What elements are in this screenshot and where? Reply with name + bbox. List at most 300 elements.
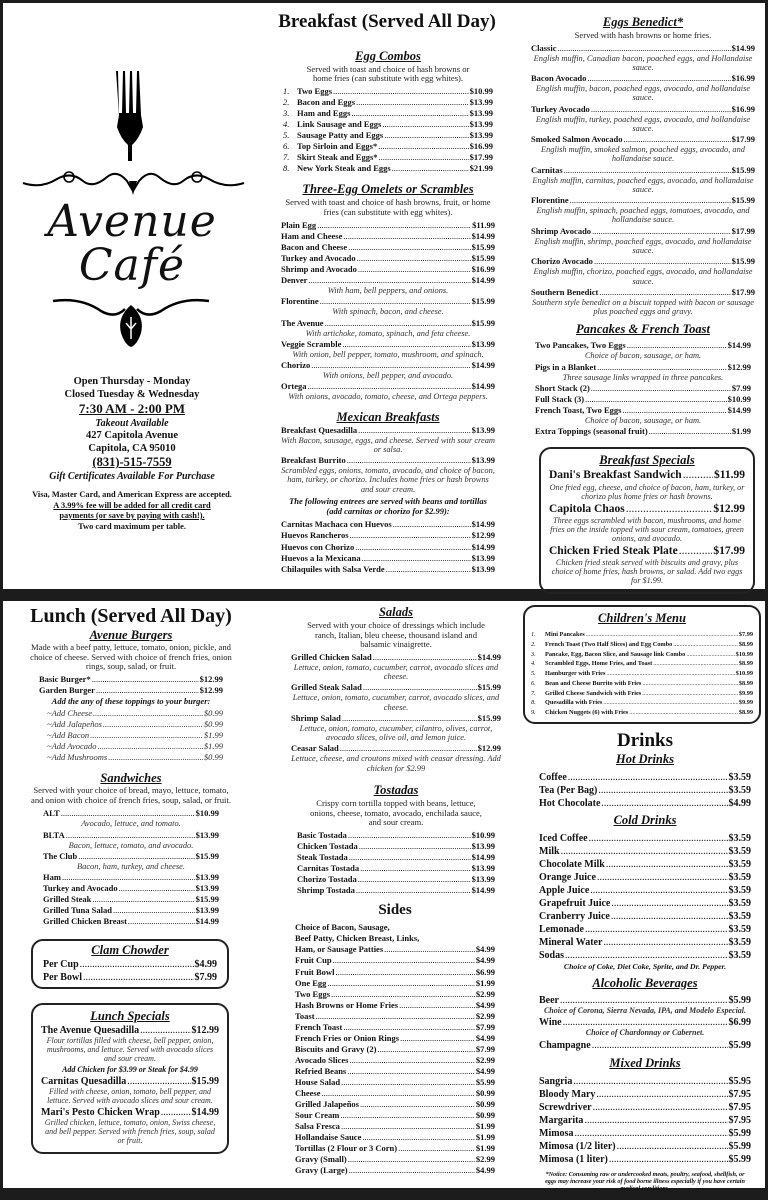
item-name: Ceasar Salad bbox=[291, 743, 339, 754]
mixed-drinks-title: Mixed Drinks bbox=[609, 1056, 681, 1071]
item-name: Screwdriver bbox=[539, 1102, 592, 1114]
sandwiches-section bbox=[3, 771, 259, 927]
dot-leader bbox=[360, 863, 471, 874]
dot-leader bbox=[359, 841, 471, 852]
item-price: $14.99 bbox=[731, 42, 755, 53]
payment-block bbox=[3, 490, 261, 532]
item-name: ~Add Avocado bbox=[47, 740, 97, 751]
item-name: Mimosa (1 liter) bbox=[539, 1154, 608, 1166]
menu-item bbox=[531, 659, 753, 669]
item-price: $13.99 bbox=[195, 883, 219, 894]
item-name: Tea (Per Bag) bbox=[539, 784, 598, 796]
item-name: Breakfast Burrito bbox=[281, 455, 346, 466]
dot-leader bbox=[78, 851, 194, 862]
item-name: Southern Benedict bbox=[531, 286, 599, 297]
days-open: Open Thursday - Monday bbox=[73, 376, 191, 387]
dot-leader bbox=[591, 383, 731, 394]
dot-leader bbox=[316, 1011, 475, 1022]
menu-item bbox=[535, 405, 751, 416]
dot-leader bbox=[92, 894, 194, 905]
menu-item bbox=[531, 226, 755, 237]
dot-leader bbox=[327, 978, 474, 989]
item-price: $14.99 bbox=[191, 1107, 219, 1119]
burgers-section bbox=[3, 628, 259, 763]
menu-item bbox=[531, 195, 755, 206]
menu-item bbox=[539, 884, 751, 897]
dot-leader bbox=[384, 130, 468, 141]
menu-item bbox=[297, 841, 495, 852]
item-description: English muffin, smoked salmon, poached eggs, avocado, and hollandaise sauce. bbox=[541, 145, 745, 164]
item-name: Chicken Nuggets (6) with Fries bbox=[545, 709, 629, 716]
item-price: $15.99 bbox=[471, 241, 495, 252]
dot-leader bbox=[626, 502, 713, 516]
lunch-title: Lunch (Served All Day) bbox=[30, 605, 232, 627]
tostadas-desc: Crispy corn tortilla topped with beans, lettuce, onions, cheese, tomato, avocado, enchilada sauce, and sour cream. bbox=[310, 797, 482, 828]
dot-leader bbox=[348, 242, 471, 253]
item-name: Florentine bbox=[531, 195, 569, 206]
item-name: Hamburger with Fries bbox=[545, 670, 606, 677]
dot-leader bbox=[564, 165, 731, 176]
dot-leader bbox=[570, 195, 731, 206]
item-price: $13.99 bbox=[471, 338, 495, 349]
item-number: 3. bbox=[283, 108, 290, 119]
lunch-page bbox=[3, 601, 765, 1193]
item-price: $13.99 bbox=[471, 552, 495, 563]
menu-item bbox=[297, 830, 495, 841]
menu-item bbox=[539, 1114, 751, 1127]
item-price: $3.59 bbox=[728, 923, 751, 935]
item-name: Hot Chocolate bbox=[539, 797, 601, 809]
dot-leader bbox=[591, 104, 731, 115]
item-name: Fruit Bowl bbox=[295, 966, 335, 977]
item-description: Lettuce, onion, tomato, cucumber, carrot, avocado slices and cheese. bbox=[293, 662, 499, 682]
item-description: Flour tortillas filled with cheese, bell pepper, onion, mushrooms, and lettuce. Served with avocado slices and sour cream. bbox=[46, 1036, 214, 1063]
item-price: $3.59 bbox=[728, 771, 751, 783]
item-name: The Avenue bbox=[281, 317, 324, 328]
card-limit-note: Two card maximum per table. bbox=[78, 521, 186, 531]
menu-item bbox=[539, 1101, 751, 1114]
item-price: $5.99 bbox=[728, 994, 751, 1006]
item-name: Chicken Tostada bbox=[297, 840, 358, 851]
menu-item bbox=[43, 971, 217, 984]
menu-item bbox=[47, 708, 223, 719]
item-name: Coffee bbox=[539, 771, 567, 783]
menu-item bbox=[283, 130, 493, 141]
menu-item bbox=[291, 682, 501, 693]
item-name: French Toast bbox=[295, 1021, 343, 1032]
burgers-desc: Made with a beef patty, lettuce, tomato, onion, pickle, and choice of cheese. Served with choice of french fries, onion rings, soup, salad, or fruit. bbox=[30, 642, 232, 672]
dot-leader bbox=[343, 1022, 475, 1033]
item-price: $4.99 bbox=[475, 1165, 495, 1176]
dot-leader bbox=[586, 630, 738, 640]
dot-leader bbox=[348, 830, 471, 841]
menu-item bbox=[539, 771, 751, 784]
clam-chowder-box bbox=[31, 939, 229, 989]
dot-leader bbox=[349, 1055, 474, 1066]
item-number: 6. bbox=[531, 679, 536, 687]
dot-leader bbox=[96, 685, 199, 696]
item-name: Margarita bbox=[539, 1115, 584, 1127]
menu-item bbox=[283, 86, 493, 97]
dot-leader bbox=[627, 340, 727, 351]
menu-item bbox=[539, 832, 751, 845]
item-name: Sangria bbox=[539, 1076, 573, 1088]
dot-leader bbox=[617, 1140, 728, 1153]
address-line-2: Capitola, CA 95010 bbox=[88, 443, 176, 455]
menu-item bbox=[539, 1153, 751, 1166]
item-name: Hollandaise Sauce bbox=[295, 1132, 362, 1143]
dot-leader bbox=[340, 743, 477, 754]
menu-item bbox=[43, 958, 217, 971]
dot-leader bbox=[603, 936, 727, 949]
menu-item bbox=[283, 152, 493, 163]
item-price: $4.99 bbox=[475, 944, 495, 955]
item-description: Scrambled eggs, onions, tomato, avocado, and choice of bacon, ham, turkey, or chorizo. Includes home fries or hash browns and sour cream. bbox=[281, 466, 495, 494]
dot-leader bbox=[342, 713, 477, 724]
item-name: Grilled Steak Salad bbox=[291, 682, 362, 693]
menu-item bbox=[43, 883, 219, 894]
item-description: With spinach, bacon, and cheese. bbox=[332, 307, 444, 317]
item-price: $14.99 bbox=[471, 851, 495, 862]
egg-combos-section bbox=[265, 49, 511, 175]
item-description: Grilled chicken, lettuce, tomato, onion, Swiss cheese, and bell pepper. Served with french fries, soup, salad or fruit. bbox=[44, 1118, 216, 1146]
menu-item bbox=[539, 1140, 751, 1153]
item-name: Milk bbox=[539, 845, 560, 857]
dot-leader bbox=[393, 519, 471, 530]
item-name: Toast bbox=[295, 1010, 315, 1021]
menu-item bbox=[43, 916, 219, 927]
gift-certificates-note: Gift Certificates Available For Purchase bbox=[49, 470, 215, 482]
item-name: Ham, or Sausage Patties bbox=[295, 944, 384, 955]
mexican-breakfasts-title: Mexican Breakfasts bbox=[336, 409, 440, 424]
item-name: Top Sirloin and Eggs* bbox=[297, 141, 378, 152]
dot-leader bbox=[113, 905, 195, 916]
menu-item bbox=[539, 910, 751, 923]
dot-leader bbox=[349, 1165, 475, 1176]
dot-leader bbox=[119, 883, 195, 894]
item-price: $17.99 bbox=[731, 286, 755, 297]
item-name: Skirt Steak and Eggs* bbox=[297, 152, 378, 163]
phone-number[interactable]: (831)-515-7559 bbox=[92, 455, 172, 470]
menu-item bbox=[47, 752, 223, 763]
item-description: English muffin, Canadian bacon, poached eggs, and Hollandaise sauce. bbox=[533, 53, 753, 72]
item-price: $5.95 bbox=[728, 1076, 751, 1088]
item-number: 6. bbox=[283, 141, 290, 152]
item-name: Breakfast Quesadilla bbox=[281, 424, 358, 435]
dot-leader bbox=[382, 119, 468, 130]
childrens-menu-title: Children's Menu bbox=[598, 611, 686, 625]
item-price: $4.99 bbox=[194, 959, 217, 971]
dot-leader bbox=[347, 1066, 475, 1077]
dot-leader bbox=[331, 989, 475, 1000]
item-name: Basic Tostada bbox=[297, 829, 347, 840]
breakfast-middle-column bbox=[265, 3, 511, 575]
item-price: $0.99 bbox=[475, 1099, 495, 1110]
item-number: 1. bbox=[531, 631, 536, 638]
item-description: Avocado, lettuce, and tomato. bbox=[81, 819, 181, 829]
menu-item bbox=[43, 905, 219, 916]
dot-leader bbox=[603, 698, 737, 708]
item-name: Grilled Cheese Sandwich with Fries bbox=[545, 689, 642, 697]
dot-leader bbox=[606, 669, 734, 679]
item-price: $15.99 bbox=[471, 296, 495, 307]
takeout-note: Takeout Available bbox=[95, 417, 169, 429]
dot-leader bbox=[335, 967, 474, 978]
item-description: English muffin, turkey, poached eggs, avocado, and hollandaise sauce. bbox=[535, 114, 751, 133]
item-price: $4.99 bbox=[475, 955, 495, 966]
item-name: Florentine bbox=[281, 296, 319, 307]
dot-leader bbox=[92, 674, 199, 685]
menu-item bbox=[281, 553, 495, 564]
item-price: $13.99 bbox=[471, 874, 495, 884]
breakfast-specials-list bbox=[549, 468, 745, 585]
dot-leader bbox=[308, 381, 471, 392]
item-price: $3.59 bbox=[728, 832, 751, 844]
item-price: $14.99 bbox=[471, 885, 495, 896]
item-price: $16.99 bbox=[731, 73, 755, 84]
item-description: Lettuce, onion, tomato, cucumber, carrot, avocado slices, and cheese. bbox=[292, 693, 500, 712]
menu-item bbox=[539, 871, 751, 884]
item-price: $17.99 bbox=[469, 152, 493, 163]
dot-leader bbox=[642, 679, 737, 689]
item-name: Huevos Rancheros bbox=[281, 530, 349, 541]
menu-item bbox=[295, 1055, 495, 1066]
item-name: Bacon Avocado bbox=[531, 73, 587, 84]
egg-combos-desc: Served with toast and choice of hash browns or home fries (can substitute with egg whites). bbox=[306, 63, 470, 84]
item-price: $0.99 bbox=[475, 1110, 495, 1121]
dot-leader bbox=[649, 426, 731, 437]
item-name: Mini Pancakes bbox=[545, 631, 585, 638]
item-name: Grilled Jalapeños bbox=[295, 1099, 359, 1110]
item-name: Cranberry Juice bbox=[539, 910, 610, 922]
omelets-title: Three-Egg Omelets or Scrambles bbox=[302, 182, 474, 197]
item-name: ~Add Jalapeños bbox=[47, 718, 102, 729]
item-price: $2.99 bbox=[475, 1154, 495, 1165]
dot-leader bbox=[356, 97, 469, 108]
item-name: Gravy (Large) bbox=[295, 1165, 348, 1176]
menu-item bbox=[281, 530, 495, 541]
menu-item bbox=[539, 949, 751, 962]
menu-item bbox=[295, 1011, 495, 1022]
sides-section bbox=[265, 902, 515, 1176]
menu-item bbox=[297, 874, 495, 885]
breakfast-title: Breakfast (Served All Day) bbox=[278, 11, 496, 32]
dot-leader bbox=[320, 296, 471, 307]
item-price: $15.99 bbox=[477, 712, 501, 723]
dot-leader bbox=[642, 689, 738, 699]
menu-item bbox=[43, 894, 219, 905]
item-price: $12.99 bbox=[199, 673, 223, 684]
item-name: Tortillas (2 Flour or 3 Corn) bbox=[295, 1143, 398, 1154]
omelets-list bbox=[281, 220, 495, 402]
item-price: $1.99 bbox=[475, 977, 495, 988]
menu-item bbox=[295, 1000, 495, 1011]
item-name: Shrimp Avocado bbox=[531, 225, 592, 236]
eggs-benedict-section bbox=[525, 15, 761, 316]
dot-leader bbox=[128, 916, 195, 927]
item-price: $0.99 bbox=[203, 718, 223, 729]
menu-item bbox=[531, 287, 755, 298]
item-name: Denver bbox=[281, 274, 308, 285]
item-price: $13.99 bbox=[195, 905, 219, 916]
dot-leader bbox=[606, 858, 728, 871]
item-name: French Toast, Two Eggs bbox=[535, 404, 622, 415]
sides-choice-line-2: Beef Patty, Chicken Breast, Links, bbox=[295, 933, 420, 944]
item-price: $1.99 bbox=[475, 1132, 495, 1143]
item-price: $17.99 bbox=[713, 545, 745, 558]
menu-item bbox=[281, 296, 495, 307]
dot-leader bbox=[341, 1077, 475, 1088]
dot-leader bbox=[392, 163, 469, 174]
address-line-1: 427 Capitola Avenue bbox=[86, 430, 178, 441]
item-price: $15.99 bbox=[731, 164, 755, 175]
cards-accepted: Visa, Master Card, and American Express are accepted. bbox=[32, 490, 232, 499]
menu-item bbox=[535, 383, 751, 394]
item-price: $10.99 bbox=[469, 86, 493, 97]
item-number: 3. bbox=[531, 650, 536, 658]
dot-leader bbox=[686, 650, 734, 660]
item-name: Classic bbox=[531, 42, 557, 53]
dot-leader bbox=[585, 923, 728, 936]
item-price: $14.99 bbox=[727, 404, 751, 415]
item-description: With artichoke, tomato, spinach, and feta cheese. bbox=[305, 328, 471, 338]
address-block bbox=[3, 429, 261, 483]
item-name: Sour Cream bbox=[295, 1110, 340, 1121]
item-price: $3.59 bbox=[728, 884, 751, 896]
tostadas-section bbox=[265, 783, 515, 896]
dot-leader bbox=[565, 949, 727, 962]
item-price: $16.99 bbox=[731, 103, 755, 114]
dot-leader bbox=[340, 1110, 475, 1121]
dot-leader bbox=[61, 808, 195, 819]
item-description: Filled with cheese, onion, tomato, bell pepper, and lettuce. Served with avocado slices and sour cream. bbox=[47, 1086, 213, 1105]
item-price: $15.99 bbox=[195, 894, 219, 905]
item-price: $5.99 bbox=[475, 1077, 495, 1087]
dot-leader bbox=[601, 797, 727, 810]
dot-leader bbox=[325, 318, 471, 329]
item-price: $14.99 bbox=[477, 651, 501, 662]
dot-leader bbox=[341, 1121, 475, 1132]
menu-item bbox=[43, 830, 219, 841]
item-name: House Salad bbox=[295, 1077, 341, 1087]
item-number: 7. bbox=[283, 152, 290, 163]
dot-leader bbox=[363, 682, 477, 693]
item-price: $14.99 bbox=[471, 381, 495, 392]
item-name: Grapefruit Juice bbox=[539, 897, 611, 909]
menu-item bbox=[47, 730, 223, 741]
menu-item bbox=[295, 978, 495, 989]
cold-drinks-list bbox=[539, 832, 751, 962]
dot-leader bbox=[584, 1114, 727, 1127]
item-price: $13.99 bbox=[469, 119, 493, 130]
item-price: $5.99 bbox=[728, 1128, 751, 1140]
item-price: $14.99 bbox=[471, 541, 495, 552]
item-name: Grilled Chicken Salad bbox=[291, 651, 372, 662]
tostadas-title: Tostadas bbox=[373, 782, 419, 797]
benedict-list bbox=[531, 43, 755, 317]
item-name: Sausage Patty and Eggs bbox=[297, 130, 384, 141]
salads-list bbox=[291, 652, 501, 773]
dot-leader bbox=[568, 771, 728, 784]
item-price: $15.99 bbox=[471, 317, 495, 328]
item-price: $2.99 bbox=[475, 1010, 495, 1021]
burgers-title: Avenue Burgers bbox=[89, 628, 173, 642]
dot-leader bbox=[351, 108, 468, 119]
menu-item bbox=[281, 564, 495, 575]
item-name: Ortega bbox=[281, 381, 307, 392]
eggs-benedict-desc: Served with hash browns or home fries. bbox=[574, 30, 712, 40]
menu-item bbox=[281, 220, 495, 231]
item-description: Lettuce, cheese, and croutons mixed with ceasar dressing. Add chicken for $2.99 bbox=[291, 754, 501, 773]
salads-desc: Served with your choice of dressings which include ranch, Italian, bleu cheese, thousand island and balsamic vinaigrette. bbox=[307, 620, 485, 650]
item-name: Pancake, Egg, Bacon Slice, and Sausage link Combo bbox=[545, 650, 686, 658]
menu-item bbox=[295, 1110, 495, 1121]
item-name: Extra Toppings (seasonal fruit) bbox=[535, 426, 648, 437]
menu-item bbox=[295, 1132, 495, 1143]
item-price: $3.59 bbox=[728, 936, 751, 948]
menu-item bbox=[531, 73, 755, 84]
item-name: Mimosa bbox=[539, 1128, 574, 1140]
dot-leader bbox=[311, 360, 470, 371]
dot-leader bbox=[358, 425, 471, 436]
item-price: $6.99 bbox=[728, 1017, 751, 1029]
menu-item bbox=[539, 858, 751, 871]
item-name: Quesadilla with Fries bbox=[545, 699, 603, 707]
dot-leader bbox=[599, 287, 730, 298]
item-price: $13.99 bbox=[471, 840, 495, 851]
breakfast-right-column bbox=[525, 3, 761, 594]
menu-item bbox=[295, 1044, 495, 1055]
item-description: English muffin, bacon, poached eggs, avocado, and hollandaise sauce. bbox=[535, 84, 751, 103]
item-price: $13.99 bbox=[471, 563, 495, 574]
dot-leader bbox=[597, 362, 726, 373]
soda-choices-note: Choice of Coke, Diet Coke, Sprite, and Dr. Pepper. bbox=[563, 961, 727, 971]
salads-section bbox=[265, 605, 515, 773]
dot-leader bbox=[611, 910, 728, 923]
item-description: Choice of Chardonnay or Cabernet. bbox=[585, 1028, 705, 1038]
dot-leader bbox=[348, 1154, 475, 1165]
menu-item bbox=[539, 784, 751, 797]
item-price: $0.99 bbox=[203, 707, 223, 718]
item-description: With onions, avocado, tomato, cheese, and Ortega peppers. bbox=[288, 392, 488, 402]
menu-item bbox=[539, 1075, 751, 1088]
lunch-right-column bbox=[521, 601, 761, 1196]
menu-item bbox=[291, 652, 501, 663]
menu-item bbox=[291, 743, 501, 754]
dot-leader bbox=[83, 971, 194, 984]
dot-leader bbox=[373, 652, 477, 663]
dot-leader bbox=[317, 220, 471, 231]
dot-leader bbox=[596, 1088, 727, 1101]
item-name: Pigs in a Blanket bbox=[535, 361, 597, 372]
dot-leader bbox=[358, 874, 471, 885]
item-price: $12.99 bbox=[199, 684, 223, 695]
item-price: $7.99 bbox=[731, 382, 751, 393]
item-price: $12.99 bbox=[477, 743, 501, 754]
item-price: $14.99 bbox=[471, 360, 495, 371]
item-name: ~Add Bacon bbox=[47, 729, 90, 740]
item-price: $6.99 bbox=[475, 966, 495, 977]
bottom-flourish-icon bbox=[51, 293, 211, 349]
item-name: Ham and Eggs bbox=[297, 108, 351, 119]
item-name: Champagne bbox=[539, 1040, 591, 1052]
menu-item bbox=[531, 630, 753, 640]
menu-item bbox=[295, 1033, 495, 1044]
item-price: $10.99 bbox=[195, 808, 219, 819]
menu-item bbox=[283, 97, 493, 108]
menu-item bbox=[281, 519, 495, 530]
item-name: Mineral Water bbox=[539, 936, 603, 948]
